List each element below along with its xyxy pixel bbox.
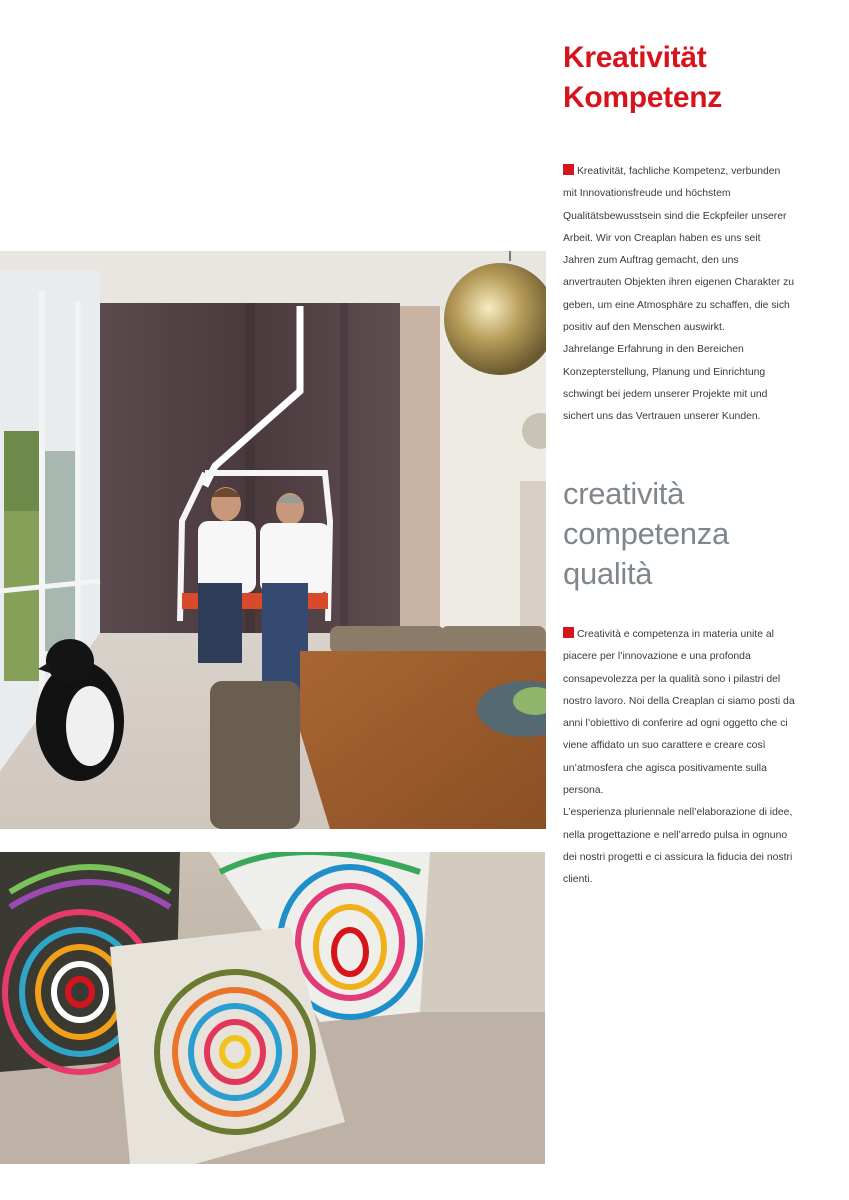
german-paragraph-text: Kreativität, fachliche Kompetenz, verbunden mit Innovationsfreude und höchstem Qualitätsbewusstsein sind die Eckpfeiler unserer Arbeit. Wir von Creaplan haben es uns seit Jahren zum Auftrag gemacht, den uns anvertrauten Objekten ihren eigenen Charakter zu geben, um eine Atmosphäre zu schaffen, die sich positiv auf den Menschen auswirkt.	[563, 166, 795, 334]
german-heading-line: Kompetenz	[563, 81, 722, 114]
red-square-bullet	[563, 627, 574, 638]
italian-heading	[563, 474, 729, 594]
italian-paragraph	[563, 624, 795, 802]
german-paragraph: Jahrelange Erfahrung in den Bereichen Konzepterstellung, Planung und Einrichtung schwingt bei jedem unserer Projekte mit und sichert uns das Vertrauen unserer Kunden.	[563, 344, 768, 423]
italian-heading-line: qualità	[563, 556, 653, 591]
german-heading	[563, 38, 722, 118]
interior-photo	[0, 251, 546, 829]
italian-heading-line: competenza	[563, 516, 729, 551]
german-heading-line: Kreativität	[563, 41, 707, 74]
italian-paragraph: L’esperienza pluriennale nell’elaborazione di idee, nella progettazione e nell’arredo pulsa in ognuno dei nostri progetti e ci assicura la fiducia dei nostri clienti.	[563, 807, 793, 886]
italian-heading-line: creatività	[563, 476, 685, 511]
german-paragraph	[563, 161, 795, 339]
german-body	[563, 161, 795, 429]
red-square-bullet	[563, 164, 574, 175]
italian-paragraph-text: Creatività e competenza in materia unite al piacere per l’innovazione e una profonda consapevolezza per la qualità sono i pilastri del nostro lavoro. Noi della Creaplan ci siamo posti da anni l’obiettivo di conferire ad ogni oggetto che ci viene affidato un suo carattere e creare così un’atmosfera che agisca positivamente sulla persona.	[563, 629, 795, 797]
cushions-photo	[0, 852, 545, 1164]
italian-body	[563, 624, 795, 892]
